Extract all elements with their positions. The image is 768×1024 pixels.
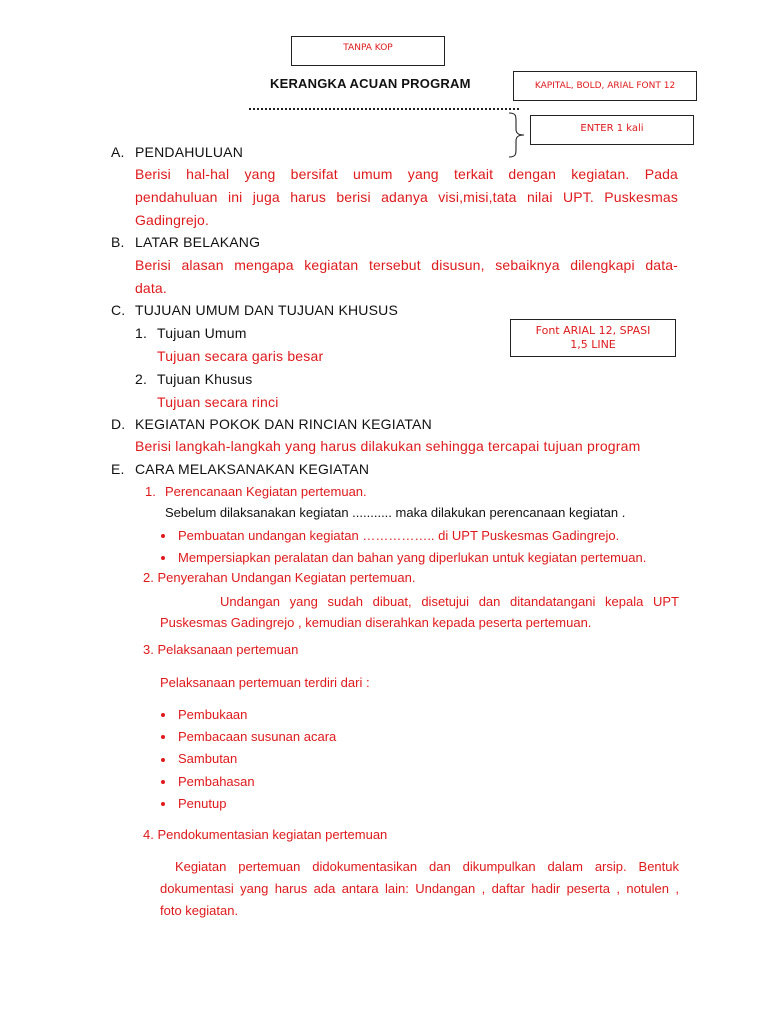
step-3-bullet: Pembahasan — [159, 771, 336, 793]
step-4-line: dokumentasi yang harus ada antara lain: Undangan , daftar hadir peserta , notulen , — [160, 881, 679, 896]
tujuan-khusus-title: Tujuan Khusus — [157, 371, 253, 387]
section-a-text — [135, 163, 678, 232]
section-c-heading — [111, 302, 398, 318]
tujuan-umum-item — [135, 325, 247, 341]
tujuan-umum-desc: Tujuan secara garis besar — [157, 348, 324, 364]
dotted-separator — [249, 108, 519, 110]
step-1-title: Perencanaan Kegiatan pertemuan. — [165, 484, 367, 499]
note-font-line2: 1,5 LINE — [570, 338, 616, 351]
step-2-heading: 2. Penyerahan Undangan Kegiatan pertemuan. — [143, 570, 416, 585]
section-a-letter: A. — [111, 144, 125, 160]
section-d-heading — [111, 416, 432, 432]
note-font-line1: Font ARIAL 12, SPASI — [535, 324, 651, 337]
step-2-text — [160, 591, 679, 633]
section-c-letter: C. — [111, 302, 126, 318]
step-3-bullet: Sambutan — [159, 748, 336, 770]
tujuan-khusus-number: 2. — [135, 371, 148, 387]
step-2-line: Undangan yang sudah dibuat, disetujui dan ditandatangani kepala UPT — [220, 594, 679, 609]
step-4-heading: 4. Pendokumentasian kegiatan pertemuan — [143, 827, 388, 842]
section-a-title: PENDAHULUAN — [135, 144, 243, 160]
section-b-heading — [111, 234, 260, 250]
section-b-text — [135, 254, 678, 300]
section-d-text: Berisi langkah-langkah yang harus dilakukan sehingga tercapai tujuan program — [135, 438, 641, 454]
section-a-line: Berisi hal-hal yang bersifat umum yang terkait dengan kegiatan. Pada — [135, 166, 678, 182]
section-b-line: data. — [135, 280, 167, 296]
step-3-bullet: Pembacaan susunan acara — [159, 726, 336, 748]
section-e-heading — [111, 461, 369, 477]
step-4-text — [160, 856, 679, 922]
tujuan-khusus-item — [135, 371, 252, 387]
note-kapital-bold: KAPITAL, BOLD, ARIAL FONT 12 — [513, 71, 697, 101]
step-2-line: Puskesmas Gadingrejo , kemudian diserahkan kepada peserta pertemuan. — [160, 615, 592, 630]
note-font-spasi — [510, 319, 676, 357]
step-1-bullet: Mempersiapkan peralatan dan bahan yang diperlukan untuk kegiatan pertemuan. — [159, 547, 646, 569]
section-b-title: LATAR BELAKANG — [135, 234, 261, 250]
step-4-line: Kegiatan pertemuan didokumentasikan dan dikumpulkan dalam arsip. Bentuk — [175, 859, 679, 874]
tujuan-khusus-desc: Tujuan secara rinci — [157, 394, 279, 410]
section-b-line: Berisi alasan mengapa kegiatan tersebut disusun, sebaiknya dilengkapi data- — [135, 257, 678, 273]
step-1-bullet-list — [159, 525, 646, 569]
step-3-bullet: Penutup — [159, 793, 336, 815]
step-3-bullet: Pembukaan — [159, 704, 336, 726]
step-1-heading — [145, 484, 367, 499]
section-e-letter: E. — [111, 461, 125, 477]
section-a-line: pendahuluan ini juga harus berisi adanya visi,misi,tata nilai UPT. Puskesmas — [135, 189, 678, 205]
section-a-line: Gadingrejo. — [135, 212, 210, 228]
step-4-line: foto kegiatan. — [160, 903, 239, 918]
step-1-bullet: Pembuatan undangan kegiatan …………….. di UPT Puskesmas Gadingrejo. — [159, 525, 646, 547]
step-1-text: Sebelum dilaksanakan kegiatan ........... maka dilakukan perencanaan kegiatan . — [165, 505, 626, 520]
note-tanpa-kop: TANPA KOP — [291, 36, 445, 66]
document-title: KERANGKA ACUAN PROGRAM — [270, 76, 471, 91]
section-b-letter: B. — [111, 234, 125, 250]
note-enter-1-kali: ENTER 1 kali — [530, 115, 694, 145]
tujuan-umum-title: Tujuan Umum — [157, 325, 247, 341]
section-e-title: CARA MELAKSANAKAN KEGIATAN — [135, 461, 370, 477]
section-a-heading — [111, 144, 243, 160]
step-3-heading: 3. Pelaksanaan pertemuan — [143, 642, 299, 657]
step-3-intro: Pelaksanaan pertemuan terdiri dari : — [160, 675, 370, 690]
curly-brace-icon — [507, 112, 529, 158]
section-d-title: KEGIATAN POKOK DAN RINCIAN KEGIATAN — [135, 416, 432, 432]
step-1-number: 1. — [145, 484, 156, 499]
tujuan-umum-number: 1. — [135, 325, 148, 341]
section-d-letter: D. — [111, 416, 126, 432]
step-3-bullet-list — [159, 704, 336, 815]
section-c-title: TUJUAN UMUM DAN TUJUAN KHUSUS — [135, 302, 398, 318]
